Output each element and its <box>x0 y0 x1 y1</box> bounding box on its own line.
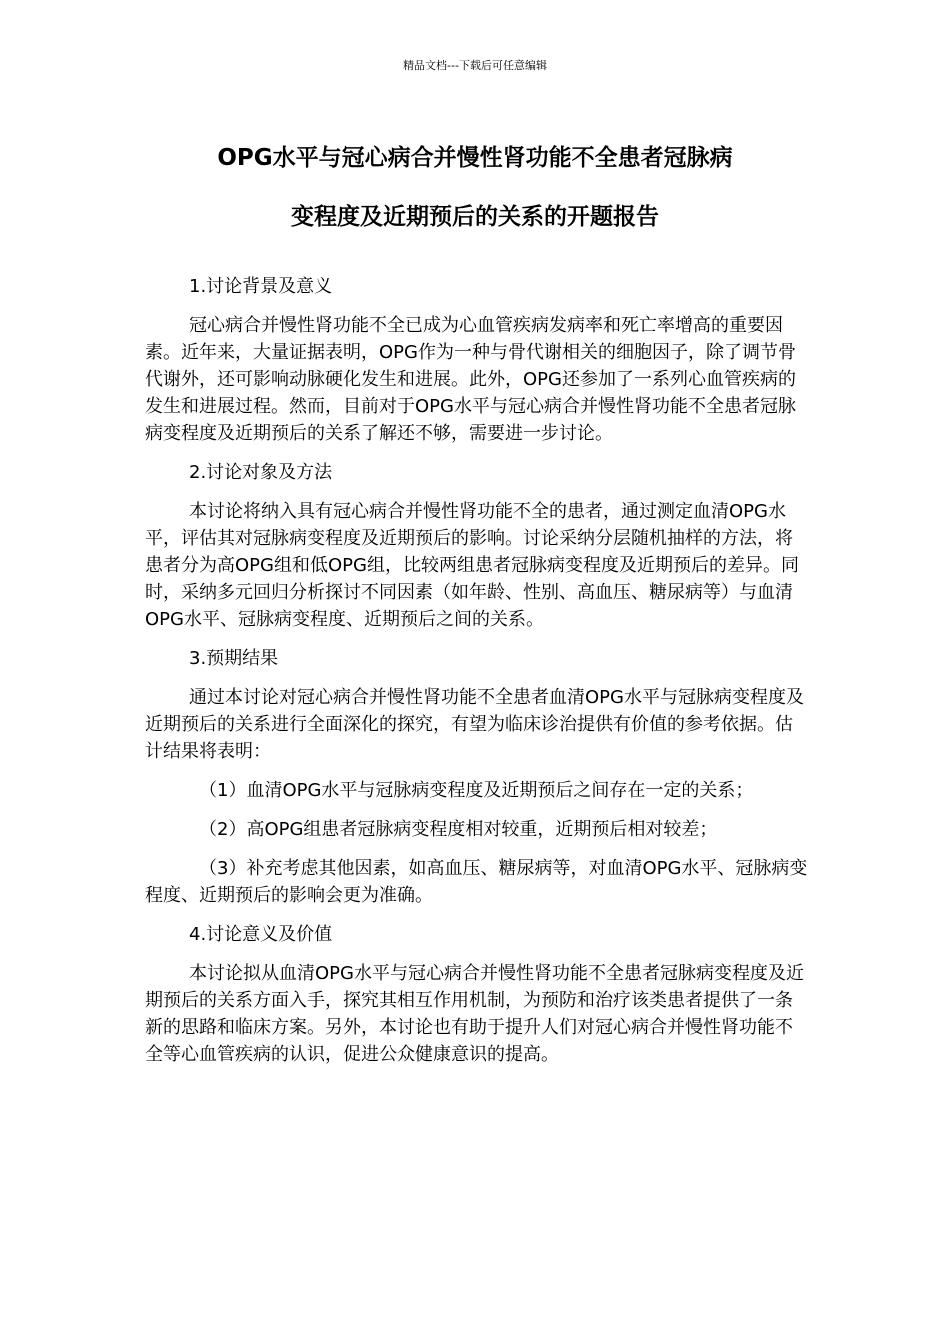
document-title-line-1: OPG水平与冠心病合并慢性肾功能不全患者冠脉病 <box>217 145 733 171</box>
paragraph-background: 冠心病合并慢性肾功能不全已成为心血管疾病发病率和死亡率增高的重要因素。近年来，大量证据表明，OPG作为一种与骨代谢相关的细胞因子，除了调节骨代谢外，还可影响动脉硬化发生和进展。此外，OPG还参加了一系列心血管疾病的发生和进展过程。然而，目前对于OPG水平与冠心病合并慢性肾功能不全患者冠脉病变程度及近期预后的关系了解还不够，需要进一步讨论。 <box>145 315 796 444</box>
document-title-line-2: 变程度及近期预后的关系的开题报告 <box>291 204 659 230</box>
result-item-1: （1）血清OPG水平与冠脉病变程度及近期预后之间存在一定的关系； <box>199 780 754 801</box>
section-heading-expected-results: 3.预期结果 <box>189 648 279 669</box>
section-heading-significance: 4.讨论意义及价值 <box>189 924 333 945</box>
paragraph-expected-results: 通过本讨论对冠心病合并慢性肾功能不全患者血清OPG水平与冠脉病变程度及近期预后的关系进行全面深化的探究，有望为临床诊治提供有价值的参考依据。估计结果将表明： <box>145 687 804 762</box>
section-heading-methods: 2.讨论对象及方法 <box>189 462 333 483</box>
page-header: 精品文档---下载后可任意编辑 <box>403 59 547 72</box>
paragraph-significance: 本讨论拟从血清OPG水平与冠心病合并慢性肾功能不全患者冠脉病变程度及近期预后的关系方面入手，探究其相互作用机制，为预防和治疗该类患者提供了一条新的思路和临床方案。另外，本讨论也有助于提升人们对冠心病合并慢性肾功能不全等心血管疾病的认识，促进公众健康意识的提高。 <box>145 963 804 1065</box>
document-body <box>145 273 810 1080</box>
paragraph-methods: 本讨论将纳入具有冠心病合并慢性肾功能不全的患者，通过测定血清OPG水平，评估其对冠脉病变程度及近期预后的影响。讨论采纳分层随机抽样的方法，将患者分为高OPG组和低OPG组，比较两组患者冠脉病变程度及近期预后的差异。同时，采纳多元回归分析探讨不同因素（如年龄、性别、高血压、糖尿病等）与血清OPG水平、冠脉病变程度、近期预后之间的关系。 <box>145 501 799 630</box>
section-heading-background: 1.讨论背景及意义 <box>189 276 333 297</box>
result-item-3: （3）补充考虑其他因素，如高血压、糖尿病等，对血清OPG水平、冠脉病变程度、近期预后的影响会更为准确。 <box>145 858 808 906</box>
result-item-2: （2）高OPG组患者冠脉病变程度相对较重，近期预后相对较差； <box>199 819 718 840</box>
